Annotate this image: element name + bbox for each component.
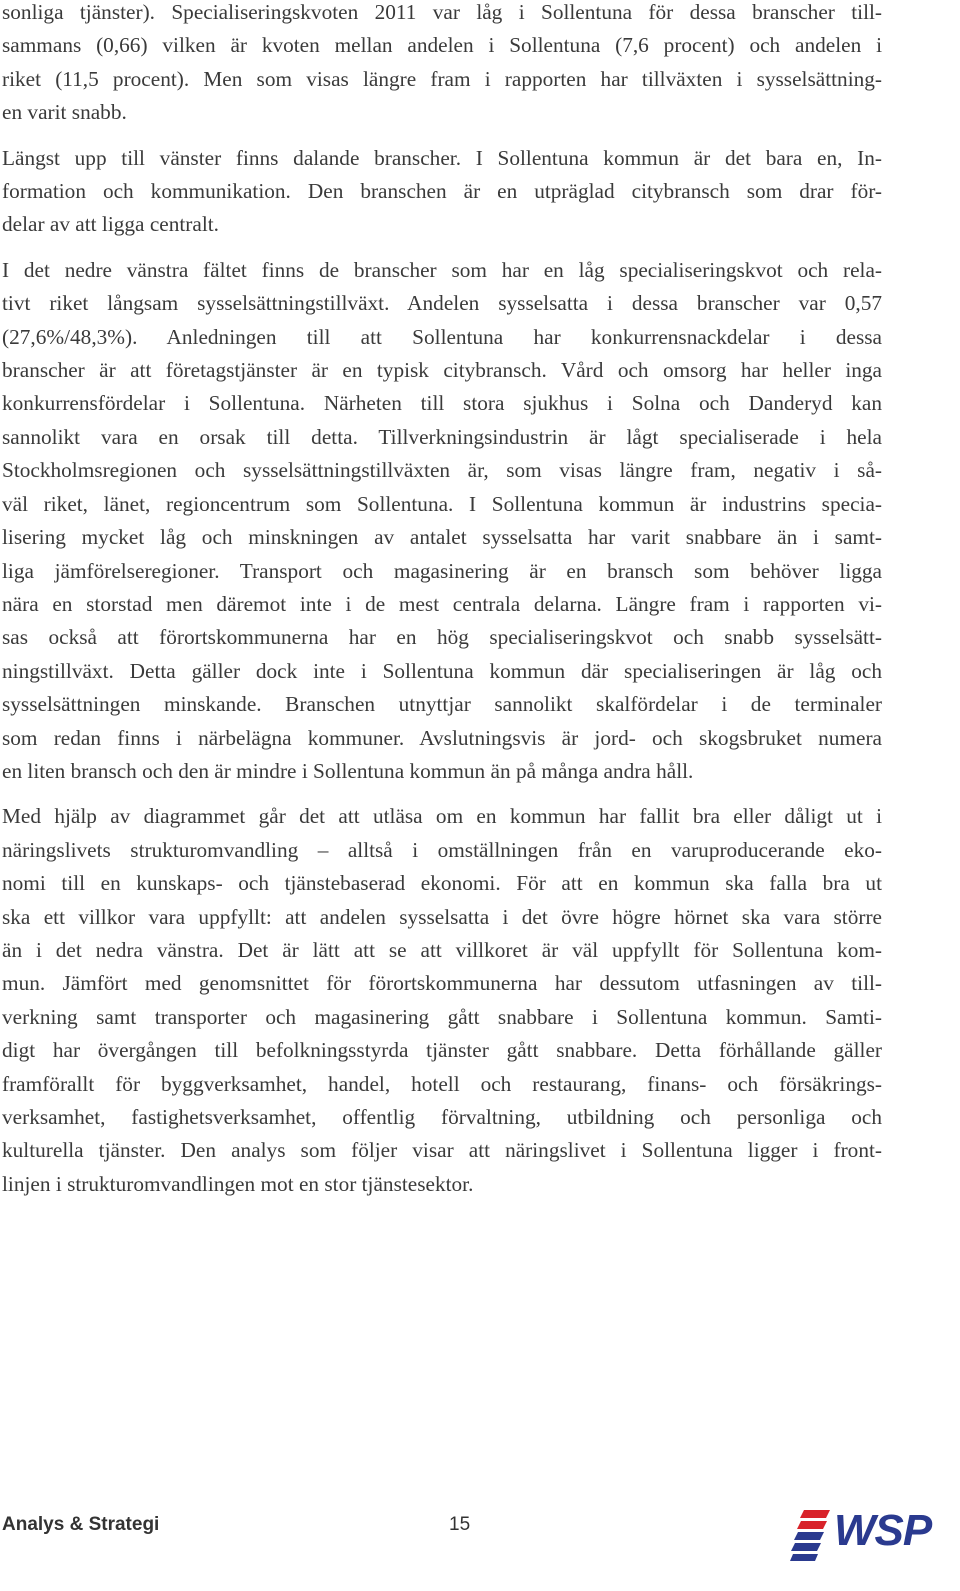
text-line: formation och kommunikation. Den branschen är en utpräglad citybransch som drar för- (2, 179, 882, 204)
text-line: I det nedre vänstra fältet finns de branscher som har en låg specialiseringskvot och rela- (2, 257, 882, 282)
text-line: näringslivets strukturomvandling – alltså i omställningen från en varuproducerande eko- (2, 837, 882, 862)
paragraph-2 (2, 142, 882, 242)
text-line: väl riket, länet, regioncentrum som Sollentuna. I Sollentuna kommun är industrins specia- (2, 491, 882, 516)
text-line: som redan finns i närbelägna kommuner. Avslutningsvis är jord- och skogsbruket numera (2, 725, 882, 750)
text-line: ska ett villkor vara uppfyllt: att andelen sysselsatta i det övre högre hörnet ska vara större (2, 904, 882, 929)
footer-title: Analys & Strategi (2, 1514, 160, 1535)
paragraph-4 (2, 800, 882, 1201)
text-line: liga jämförelseregioner. Transport och magasinering är en bransch som behöver ligga (2, 558, 882, 583)
text-line: en liten bransch och den är mindre i Sollentuna kommun än på många andra håll. (2, 758, 694, 783)
text-line: branscher är att företagstjänster är en typisk citybransch. Vård och omsorg har heller inga (2, 358, 882, 383)
paragraph-1 (2, 0, 882, 130)
text-line: konkurrensfördelar i Sollentuna. Närheten till stora sjukhus i Solna och Danderyd kan (2, 391, 882, 416)
text-line: sammans (0,66) vilken är kvoten mellan andelen i Sollentuna (7,6 procent) och andelen i (2, 33, 882, 58)
text-line: nära en storstad men däremot inte i de mest centrala delarna. Längre fram i rapporten vi- (2, 591, 882, 616)
text-line: en varit snabb. (2, 100, 127, 125)
text-line: mun. Jämfört med genomsnittet för förortskommunerna har dessutom utfasningen av till- (2, 971, 882, 996)
document-body (2, 0, 882, 1213)
text-line: ningstillväxt. Detta gäller dock inte i Sollentuna kommun där specialiseringen är låg och (2, 658, 882, 683)
text-line: Längst upp till vänster finns dalande branscher. I Sollentuna kommun är det bara en, In- (2, 145, 882, 170)
text-line: sonliga tjänster). Specialiseringskvoten 2011 var låg i Sollentuna för dessa branscher till- (2, 0, 882, 24)
text-line: Med hjälp av diagrammet går det att utläsa om en kommun har fallit bra eller dåligt ut i (2, 804, 882, 829)
text-line: lisering mycket låg och minskningen av antalet sysselsatta har varit snabbare än i samt- (2, 525, 882, 550)
text-line: riket (11,5 procent). Men som visas längre fram i rapporten har tillväxten i sysselsättning- (2, 66, 882, 91)
text-line: digt har övergången till befolkningsstyrda tjänster gått snabbare. Detta förhållande gäller (2, 1038, 882, 1063)
text-line: sannolikt vara en orsak till detta. Tillverkningsindustrin är lågt specialiserade i hela (2, 424, 882, 449)
text-line: sysselsättningen minskande. Branschen utnyttjar sannolikt skalfördelar i de terminaler (2, 692, 882, 717)
text-line: verkning samt transporter och magasinering gått snabbare i Sollentuna kommun. Samti- (2, 1004, 882, 1029)
wsp-logo (790, 1504, 948, 1564)
text-line: tivt riket långsam sysselsättningstillväxt. Andelen sysselsatta i dessa branscher var 0,57 (2, 291, 882, 316)
text-line: Stockholmsregionen och sysselsättningstillväxten är, som visas längre fram, negativ i så- (2, 458, 882, 483)
text-line: linjen i strukturomvandlingen mot en stor tjänstesektor. (2, 1171, 474, 1196)
wsp-stripes-logo-icon (790, 1504, 834, 1562)
text-line: framförallt för byggverksamhet, handel, hotell och restaurang, finans- och försäkrings- (2, 1071, 882, 1096)
text-line: sas också att förortskommunerna har en hög specialiseringskvot och snabb sysselsätt- (2, 625, 882, 650)
text-line: nomi till en kunskaps- och tjänstebaserad ekonomi. För att en kommun ska falla bra ut (2, 871, 882, 896)
text-line: (27,6%/48,3%). Anledningen till att Sollentuna har konkurrensnackdelar i dessa (2, 324, 882, 349)
text-line: verksamhet, fastighetsverksamhet, offentlig förvaltning, utbildning och personliga och (2, 1105, 882, 1129)
paragraph-3 (2, 254, 882, 789)
page-number: 15 (449, 1514, 471, 1535)
text-line: än i det nedra vänstra. Det är lätt att se att villkoret är väl uppfyllt för Sollentuna kom- (2, 937, 882, 962)
logo-text: WSP (834, 1506, 932, 1555)
text-line: delar av att ligga centralt. (2, 212, 220, 237)
text-line: kulturella tjänster. Den analys som följer visar att näringslivet i Sollentuna ligger i front- (2, 1138, 882, 1163)
